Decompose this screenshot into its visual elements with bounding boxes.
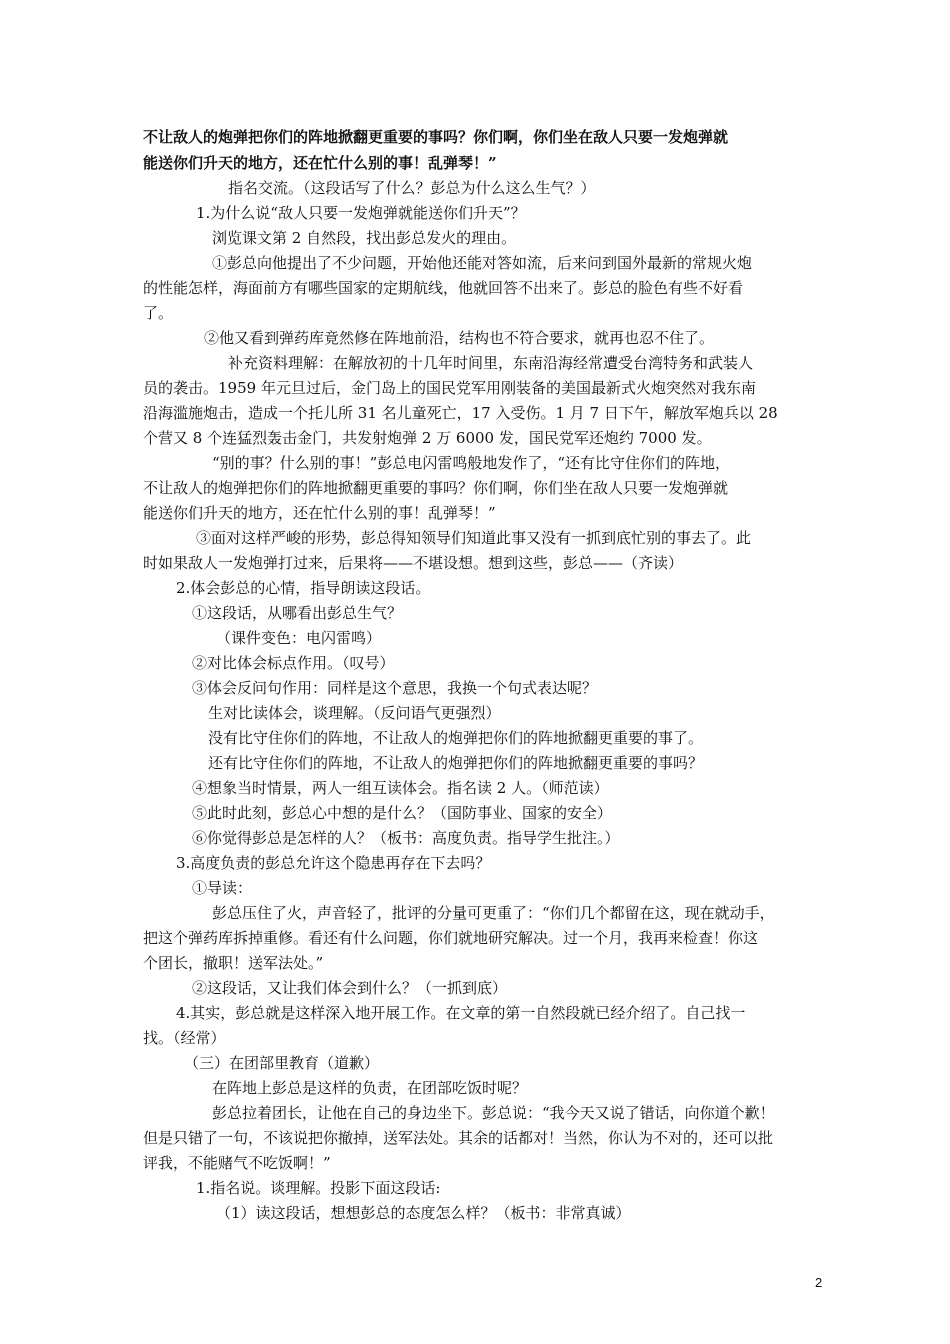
text-line: 在阵地上彭总是这样的负责，在团部吃饭时呢？	[212, 1079, 528, 1097]
text-line: 的性能怎样，海面前方有哪些国家的定期航线，他就回答不出来了。彭总的脸色有些不好看	[143, 279, 744, 297]
text-line: 了。	[143, 304, 174, 322]
text-line: （三）在团部里教育（道歉）	[184, 1054, 380, 1072]
page-number: 2	[815, 1275, 823, 1290]
text-line: 时如果敌人一发炮弹打过来，后果将——不堪设想。想到这些，彭总——（齐读）	[143, 554, 684, 572]
text-line: 4.其实，彭总就是这样深入地开展工作。在文章的第一自然段就已经介绍了。自己找一	[176, 1004, 746, 1022]
text-line: 指名交流。（这段话写了什么？彭总为什么这么生气？）	[228, 179, 596, 197]
text-line: 还有比守住你们的阵地，不让敌人的炮弹把你们的阵地掀翻更重要的事吗？	[208, 754, 704, 772]
text-line: ①这段话，从哪看出彭总生气？	[192, 604, 403, 622]
text-line: 1.指名说。谈理解。投影下面这段话:	[196, 1179, 441, 1197]
text-line: “别的事？什么别的事！”彭总电闪雷鸣般地发作了，“还有比守住你们的阵地，	[212, 454, 731, 472]
text-line: 把这个弹药库拆掉重修。看还有什么问题，你们就地研究解决。过一个月，我再来检查！你这	[143, 929, 759, 947]
text-line: 不让敌人的炮弹把你们的阵地掀翻更重要的事吗？你们啊，你们坐在敌人只要一发炮弹就	[143, 479, 729, 497]
text-line: 3.高度负责的彭总允许这个隐患再存在下去吗？	[176, 854, 491, 872]
text-line: 找。（经常）	[143, 1029, 226, 1047]
text-line: ①彭总向他提出了不少问题，开始他还能对答如流，后来问到国外最新的常规火炮	[212, 254, 753, 272]
text-line: （课件变色：电闪雷鸣）	[216, 629, 382, 647]
text-line: 但是只错了一句，不该说把你撤掉，送军法处。其余的话都对！当然，你认为不对的，还可以批	[143, 1129, 774, 1147]
text-line: 个团长，撤职！送军法处。”	[143, 954, 324, 972]
text-line: 生对比读体会，谈理解。（反问语气更强烈）	[208, 704, 501, 722]
text-line: 彭总拉着团长，让他在自己的身边坐下。彭总说：“我今天又说了错话，向你道个歉！	[212, 1104, 775, 1122]
text-line: 员的袭击。1959 年元旦过后，金门岛上的国民党军用刚装备的美国最新式火炮突然对我东南	[143, 379, 756, 397]
text-line: 能送你们升天的地方，还在忙什么别的事！乱弹琴！”	[143, 154, 497, 172]
text-line: 评我，不能赌气不吃饭啊！”	[143, 1154, 331, 1172]
text-line: ②他又看到弹药库竟然修在阵地前沿，结构也不符合要求，就再也忍不住了。	[204, 329, 715, 347]
text-line: ②对比体会标点作用。（叹号）	[192, 654, 395, 672]
text-line: ④想象当时情景，两人一组互读体会。指名读 2 人。（师范读）	[192, 779, 609, 797]
text-line: 补充资料理解：在解放初的十几年时间里，东南沿海经常遭受台湾特务和武装人	[228, 354, 754, 372]
text-line: ③面对这样严峻的形势，彭总得知领导们知道此事又没有一抓到底忙别的事去了。此	[196, 529, 752, 547]
text-line: 沿海滥施炮击，造成一个托儿所 31 名儿童死亡，17 入受伤。1 月 7 日下午，解放军炮兵以 28	[143, 404, 778, 422]
text-line: ②这段话，又让我们体会到什么？（一抓到底）	[192, 979, 508, 997]
text-line: 2.体会彭总的心情，指导朗读这段话。	[176, 579, 431, 597]
text-line: 没有比守住你们的阵地，不让敌人的炮弹把你们的阵地掀翻更重要的事了。	[208, 729, 704, 747]
text-line: 不让敌人的炮弹把你们的阵地掀翻更重要的事吗？你们啊，你们坐在敌人只要一发炮弹就	[143, 128, 729, 146]
text-line: ①导读：	[192, 879, 253, 897]
text-line: 个营又 8 个连猛烈轰击金门，共发射炮弹 2 万 6000 发，国民党军还炮约 7000 发。	[143, 429, 712, 447]
text-line: （1）读这段话，想想彭总的态度怎么样？（板书：非常真诚）	[216, 1204, 631, 1222]
text-line: ⑤此时此刻，彭总心中想的是什么？（国防事业、国家的安全）	[192, 804, 613, 822]
text-line: 能送你们升天的地方，还在忙什么别的事！乱弹琴！”	[143, 504, 496, 522]
text-line: ⑥你觉得彭总是怎样的人？（板书：高度负责。指导学生批注。）	[192, 829, 620, 847]
text-line: 彭总压住了火，声音轻了，批评的分量可更重了：“你们几个都留在这，现在就动手，	[212, 904, 775, 922]
text-line: ③体会反问句作用：同样是这个意思，我换一个句式表达呢？	[192, 679, 598, 697]
text-line: 1.为什么说“敌人只要一发炮弹就能送你们升天”？	[196, 204, 526, 222]
text-line: 浏览课文第 2 自然段，找出彭总发火的理由。	[212, 229, 517, 247]
